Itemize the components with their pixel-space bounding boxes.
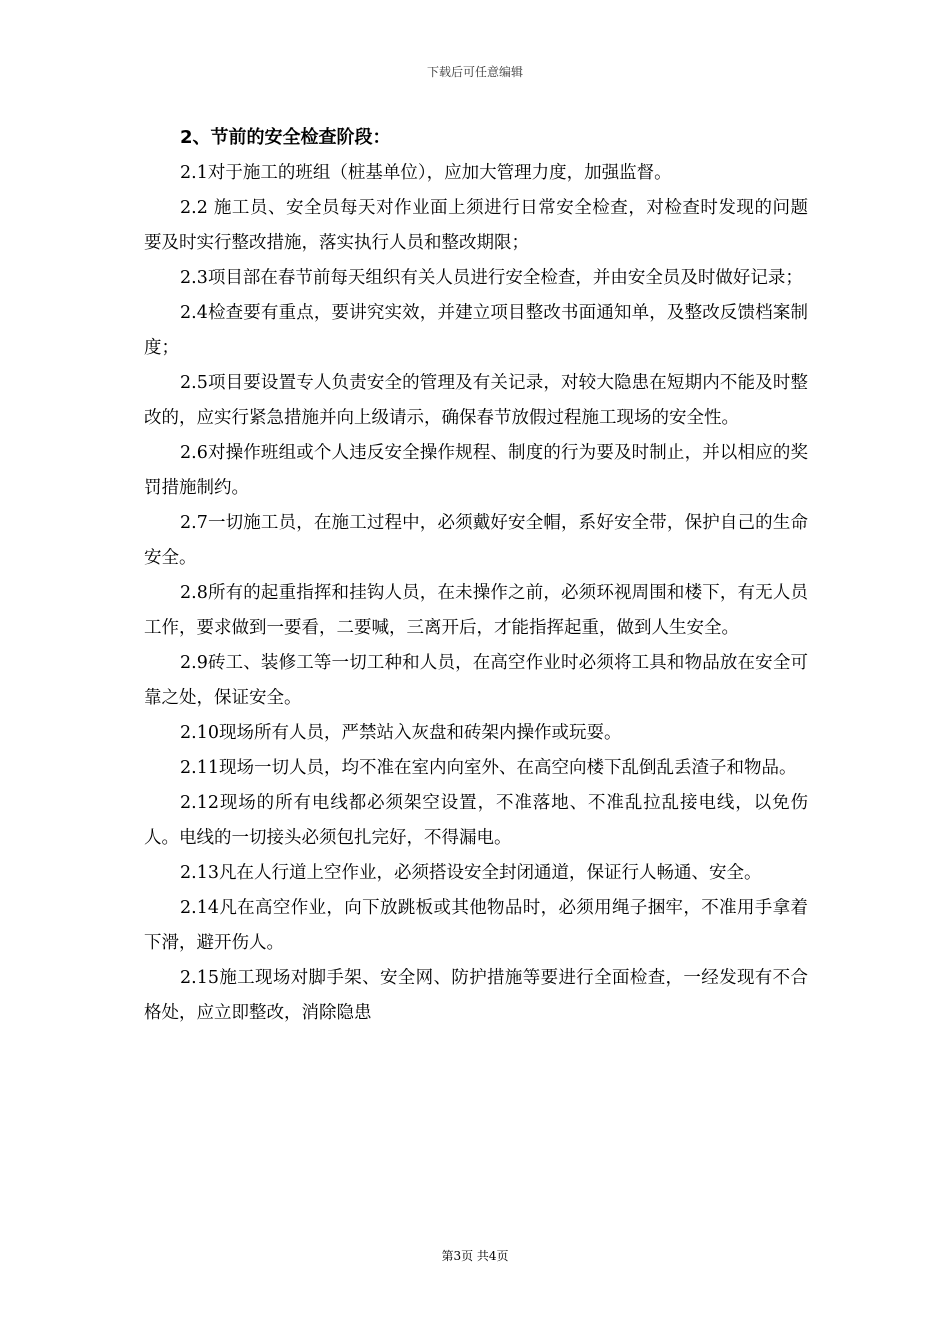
paragraph-2-12: 2.12现场的所有电线都必须架空设置，不准落地、不准乱拉乱接电线，以免伤人。电线的一切接头必须包扎完好，不得漏电。 xyxy=(144,793,808,848)
paragraph-2-4: 2.4检查要有重点，要讲究实效，并建立项目整改书面通知单，及整改反馈档案制度； xyxy=(144,303,808,358)
paragraph-2-6: 2.6对操作班组或个人违反安全操作规程、制度的行为要及时制止，并以相应的奖罚措施制约。 xyxy=(144,443,808,498)
paragraph-2-9: 2.9砖工、装修工等一切工种和人员，在高空作业时必须将工具和物品放在安全可靠之处，保证安全。 xyxy=(144,653,808,708)
paragraph-2-11: 2.11现场一切人员，均不准在室内向室外、在高空向楼下乱倒乱丢渣子和物品。 xyxy=(180,758,797,778)
paragraph-2-3: 2.3项目部在春节前每天组织有关人员进行安全检查，并由安全员及时做好记录； xyxy=(180,268,803,288)
page-header: 下载后可任意编辑 xyxy=(426,65,523,79)
paragraph-2-8: 2.8所有的起重指挥和挂钩人员，在未操作之前，必须环视周围和楼下，有无人员工作，要求做到一要看，二要喊，三离开后，才能指挥起重，做到人生安全。 xyxy=(144,583,808,638)
document-body xyxy=(144,120,808,1031)
paragraph-2-14: 2.14凡在高空作业，向下放跳板或其他物品时，必须用绳子捆牢，不准用手拿着下滑，避开伤人。 xyxy=(144,898,808,953)
paragraph-2-10: 2.10现场所有人员，严禁站入灰盘和砖架内操作或玩耍。 xyxy=(180,723,622,743)
paragraph-2-1: 2.1对于施工的班组（桩基单位），应加大管理力度，加强监督。 xyxy=(180,163,672,183)
paragraph-2-5: 2.5项目要设置专人负责安全的管理及有关记录，对较大隐患在短期内不能及时整改的，应实行紧急措施并向上级请示，确保春节放假过程施工现场的安全性。 xyxy=(144,373,808,428)
paragraph-2-15: 2.15施工现场对脚手架、安全网、防护措施等要进行全面检查，一经发现有不合格处，应立即整改，消除隐患 xyxy=(144,968,808,1023)
paragraph-2-7: 2.7一切施工员，在施工过程中，必须戴好安全帽，系好安全带，保护自己的生命安全。 xyxy=(144,513,808,568)
paragraph-2-2: 2.2 施工员、安全员每天对作业面上须进行日常安全检查，对检查时发现的问题要及时实行整改措施，落实执行人员和整改期限； xyxy=(144,198,808,253)
page-footer: 第3页 共4页 xyxy=(441,1249,509,1263)
paragraph-2-13: 2.13凡在人行道上空作业，必须搭设安全封闭通道，保证行人畅通、安全。 xyxy=(180,863,762,883)
section-heading: 2、节前的安全检查阶段： xyxy=(180,127,391,148)
